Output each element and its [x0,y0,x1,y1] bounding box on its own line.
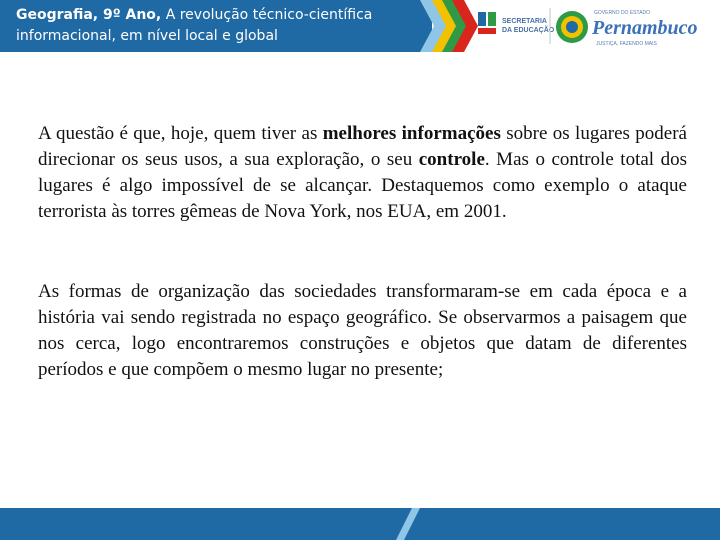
p1-text-c: sobre os lugares poderá direcionar os seus usos, a sua exploração, o seu [38,123,687,170]
paragraph-1 [38,121,687,225]
header-title [16,5,416,47]
gov-tagline: JUSTIÇA, FAZENDO MAIS [596,41,657,47]
p1-bold-melhores-informacoes: melhores informações [322,123,501,144]
p1-text-a: A questão é que, hoje, quem tiver as [38,123,323,144]
logos [472,2,712,52]
logos-graphic [472,2,712,52]
secretaria-logo-mark [478,12,486,26]
gov-small-text: GOVERNO DO ESTADO [594,10,651,16]
header [0,0,720,58]
footer-stripe-decoration [0,508,720,540]
p1-bold-controle: controle [418,149,485,170]
secretaria-line1: SECRETARIA [502,18,547,25]
header-title-rest: A revolução técnico-científica informacional, em nível local e global [16,7,373,44]
header-chevron-decoration [420,0,480,52]
paragraph-2 [38,279,687,383]
p2-text: As formas de organização das sociedades transformaram-se em cada época e a história vai sendo registrada no espaço geográfico. Se observarmos a paisagem que nos cerca, logo encontraremos construções e objetos que datam de diferentes períodos e que compõem o mesmo lugar no presente; [38,281,687,380]
gov-name: Pernambuco [592,17,698,39]
p1-text-e: . Mas o controle total dos lugares é algo impossível de se alcançar. Destaquemos como exemplo o ataque terrorista às torres gêmeas de Nova York, nos EUA, em 2001. [38,149,687,222]
secretaria-line2: DA EDUCAÇÃO [502,27,555,34]
footer [0,508,720,540]
header-title-bold: Geografia, 9º Ano, [16,7,162,23]
